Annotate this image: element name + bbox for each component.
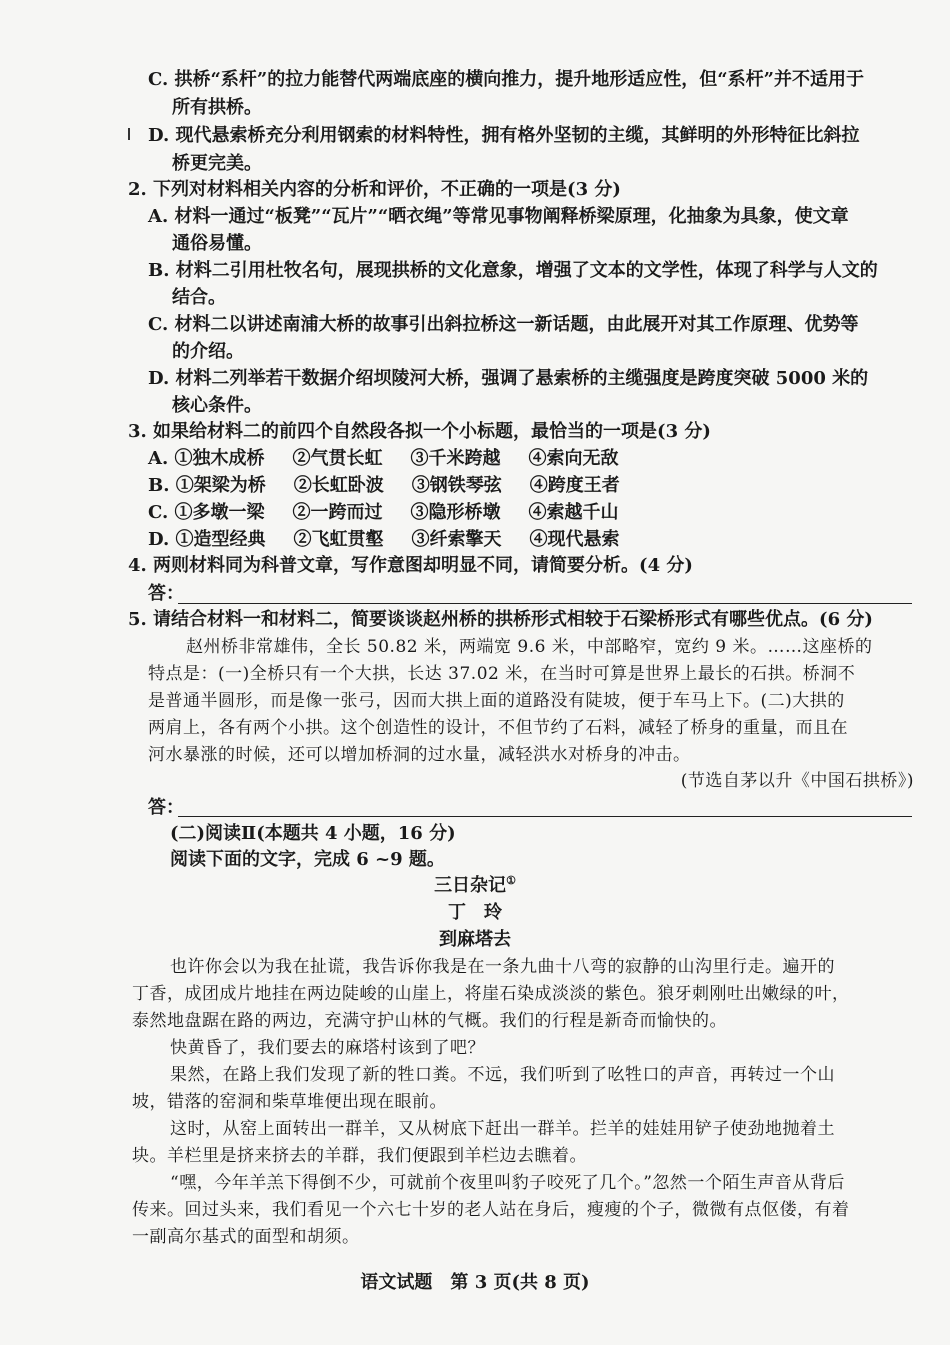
q3-option-item: ④索越千山 <box>528 502 619 523</box>
q3-option-item: ③纤索擎天 <box>411 529 502 550</box>
article-line: 这时，从窑上面转出一群羊，又从树底下赶出一群羊。拦羊的娃娃用铲子使劲地抛着土 <box>170 1119 835 1139</box>
q5-excerpt-line: 是普通半圆形，而是像一张弓，因而大拱上面的道路没有陡坡，便于车马上下。(二)大拱的 <box>148 691 845 711</box>
q5-excerpt-line: 赵州桥非常雄伟，全长 50.82 米，两端宽 9.6 米，中部略窄，宽约 9 米。……这座桥的 <box>186 637 873 657</box>
article-title-text: 三日杂记 <box>434 875 507 896</box>
q3-option-letter: A. <box>148 448 175 469</box>
q3-option-letter: B. <box>148 475 176 496</box>
article-title <box>0 874 950 898</box>
article-line: 也许你会以为我在扯谎，我告诉你我是在一条九曲十八弯的寂静的山沟里行走。遍开的 <box>170 957 835 977</box>
q3-stem: 3. 如果给材料二的前四个自然段各拟一个小标题，最恰当的一项是(3 分) <box>128 421 711 442</box>
article-line: 一副高尔基式的面型和胡须。 <box>132 1227 360 1247</box>
q4-answer-label: 答： <box>148 583 184 604</box>
q3-option-item: ①造型经典 <box>175 529 266 550</box>
article-line: “嘿，今年羊羔下得倒不少，可就前个夜里叫豹子咬死了几个。”忽然一个陌生声音从背后 <box>170 1173 845 1193</box>
q1-option-c-line1: C. 拱桥“系杆”的拉力能替代两端底座的横向推力，提升地形适应性，但“系杆”并不适用于 <box>148 69 864 90</box>
q3-option-item: ④现代悬索 <box>529 529 620 550</box>
q2-option-b-line1: B. 材料二引用杜牧名句，展现拱桥的文化意象，增强了文本的文学性，体现了科学与人文的 <box>148 260 878 281</box>
q2-option-a-line2: 通俗易懂。 <box>172 233 262 254</box>
article-line: 果然，在路上我们发现了新的牲口粪。不远，我们听到了吆牲口的声音，再转过一个山 <box>170 1065 835 1085</box>
q3-option-c <box>148 501 619 525</box>
article-line: 快黄昏了，我们要去的麻塔村该到了吧？ <box>170 1038 485 1058</box>
q5-answer-label: 答： <box>148 797 184 818</box>
q2-option-d-line2: 核心条件。 <box>172 395 262 416</box>
q3-option-letter: D. <box>148 529 176 550</box>
article-footnote-mark: ① <box>506 874 516 887</box>
section-title: (二)阅读Ⅱ(本题共 4 小题，16 分) <box>170 823 456 844</box>
q5-excerpt-source: (节选自茅以升《中国石拱桥》) <box>680 771 914 791</box>
q2-option-a-line1: A. 材料一通过“板凳”“瓦片”“晒衣绳”等常见事物阐释桥梁原理，化抽象为具象，使文章 <box>148 206 849 227</box>
margin-mark <box>128 128 130 140</box>
q4-stem: 4. 两则材料同为科普文章，写作意图却明显不同，请简要分析。(4 分) <box>128 555 693 576</box>
q3-option-item: ①架梁为桥 <box>175 475 266 496</box>
q5-excerpt-line: 河水暴涨的时候，还可以增加桥洞的过水量，减轻洪水对桥身的冲击。 <box>148 745 691 765</box>
q2-option-d-line1: D. 材料二列举若干数据介绍坝陵河大桥，强调了悬索桥的主缆强度是跨度突破 5000 米的 <box>148 368 869 389</box>
article-line: 坡，错落的窑洞和柴草堆便出现在眼前。 <box>132 1092 447 1112</box>
q3-option-item: ①独木成桥 <box>174 448 265 469</box>
q2-option-c-line2: 的介绍。 <box>172 341 244 362</box>
q1-option-d-line2: 桥更完美。 <box>172 153 262 174</box>
q2-stem: 2. 下列对材料相关内容的分析和评价，不正确的一项是(3 分) <box>128 179 621 200</box>
q3-option-item: ③千米跨越 <box>410 448 501 469</box>
q3-option-item: ②一跨而过 <box>292 502 383 523</box>
q5-stem: 5. 请结合材料一和材料二，简要谈谈赵州桥的拱桥形式相较于石梁桥形式有哪些优点。(6 分) <box>128 609 873 630</box>
section-instruction: 阅读下面的文字，完成 6 ~9 题。 <box>170 849 445 870</box>
q3-option-item: ②飞虹贯壑 <box>293 529 384 550</box>
q3-option-a <box>148 447 619 471</box>
q1-option-c-line2: 所有拱桥。 <box>172 97 262 118</box>
q5-excerpt-line: 两肩上，各有两个小拱。这个创造性的设计，不但节约了石料，减轻了桥身的重量，而且在 <box>148 718 848 738</box>
q3-option-item: ④跨度王者 <box>529 475 620 496</box>
article-line: 传来。回过头来，我们看见一个六七十岁的老人站在身后，瘦瘦的个子，微微有点伛偻，有着 <box>132 1200 850 1220</box>
q3-option-item: ②气贯长虹 <box>292 448 383 469</box>
q3-option-item: ④索向无敌 <box>528 448 619 469</box>
article-line: 丁香，成团成片地挂在两边陡峻的山崖上，将崖石染成淡淡的紫色。狼牙刺刚吐出嫩绿的叶， <box>132 984 850 1004</box>
article-author: 丁 玲 <box>448 902 502 923</box>
q2-option-b-line2: 结合。 <box>172 287 226 308</box>
article-line: 块。羊栏里是挤来挤去的羊群，我们便跟到羊栏边去瞧着。 <box>132 1146 587 1166</box>
q3-option-d <box>148 528 620 552</box>
q3-option-b <box>148 474 620 498</box>
q3-option-letter: C. <box>148 502 175 523</box>
q3-option-item: ③隐形桥墩 <box>410 502 501 523</box>
q5-excerpt-line: 特点是：(一)全桥只有一个大拱，长达 37.02 米，在当时可算是世界上最长的石拱。桥洞不 <box>148 664 856 684</box>
q2-option-c-line1: C. 材料二以讲述南浦大桥的故事引出斜拉桥这一新话题，由此展开对其工作原理、优势等 <box>148 314 859 335</box>
article-line: 泰然地盘踞在路的两边，充满守护山林的气概。我们的行程是新奇而愉快的。 <box>132 1011 727 1031</box>
q3-option-item: ②长虹卧波 <box>293 475 384 496</box>
q5-answer-line[interactable] <box>178 816 912 817</box>
q4-answer-line[interactable] <box>178 603 912 604</box>
page-footer: 语文试题 第 3 页(共 8 页) <box>360 1272 590 1293</box>
article-subtitle: 到麻塔去 <box>439 929 511 950</box>
q3-option-item: ③钢铁琴弦 <box>411 475 502 496</box>
q1-option-d-line1: D. 现代悬索桥充分利用钢索的材料特性，拥有格外坚韧的主缆，其鲜明的外形特征比斜拉 <box>148 125 860 146</box>
q3-option-item: ①多墩一梁 <box>174 502 265 523</box>
